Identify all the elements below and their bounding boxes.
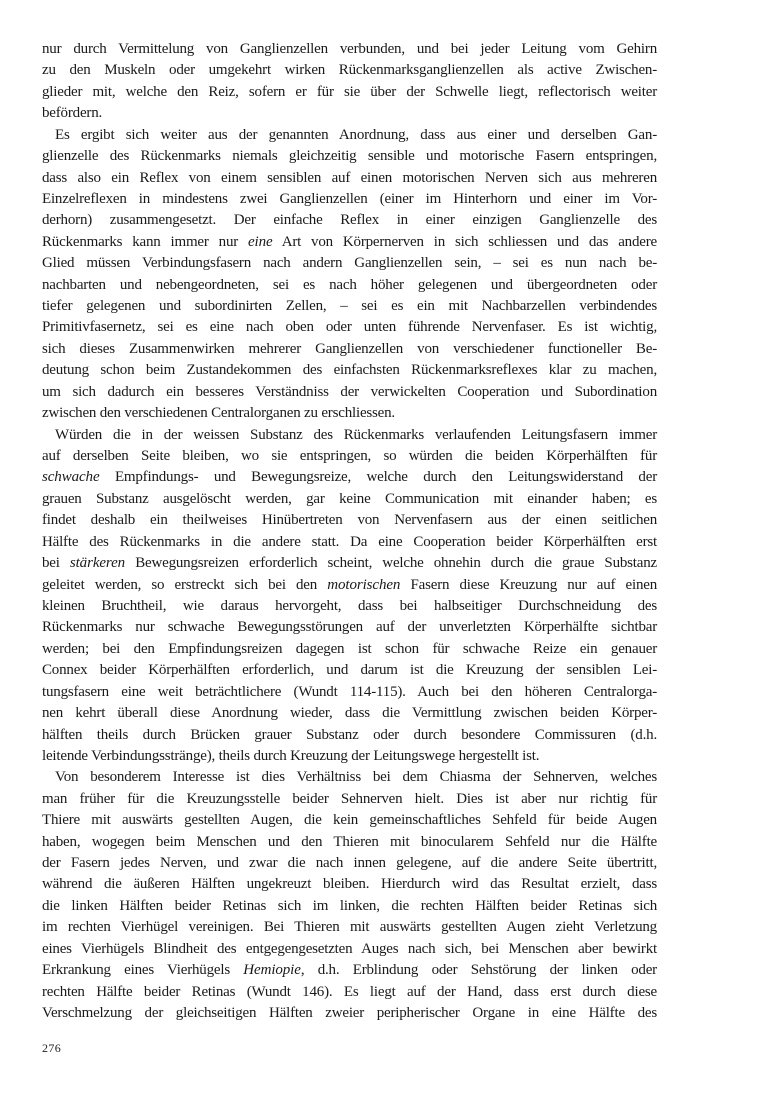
- italic-text-segment: stärkeren: [69, 555, 126, 572]
- italic-text-segment: eine: [247, 233, 273, 250]
- text-line: [42, 253, 657, 274]
- text-line: [42, 853, 657, 874]
- text-segment: Rückenmarks nur schwache Bewegungsstörungen auf der unverletzten Körperhälfte sichtbar: [42, 619, 657, 636]
- text-line: [42, 639, 657, 660]
- text-segment: Verschmelzung der gleichseitigen Hälften zweier peripherischer Organe in eine Hälfte des: [42, 1004, 657, 1021]
- page-number: 276: [42, 1041, 62, 1055]
- text-segment: Hälfte des Rückenmarks in die andere statt. Da eine Cooperation beider Körperhälften erst: [42, 533, 657, 550]
- text-segment: im rechten Vierhügel vereinigen. Bei Thieren mit auswärts gestellten Augen zieht Verletzung: [42, 919, 657, 936]
- text-line: [42, 939, 657, 960]
- text-segment: die linken Hälften beider Retinas sich im linken, die rechten Hälften beider Retinas sich: [42, 897, 657, 914]
- text-segment: Empfindungs- und Bewegungsreize, welche durch den Leitungswiderstand der: [99, 469, 657, 486]
- text-line: [42, 382, 657, 403]
- text-segment: sich dieses Zusammenwirken mehrerer Ganglienzellen von verschiedener functioneller Be-: [42, 340, 657, 357]
- text-line: [42, 39, 657, 60]
- text-segment: werden; bei den Empfindungsreizen dagegen ist schon für schwache Reize ein genauer: [42, 640, 657, 657]
- text-line: [42, 682, 657, 703]
- page-body: [42, 39, 657, 1024]
- text-line: [42, 596, 657, 617]
- text-segment: dass also ein Reflex von einem sensiblen auf einen motorischen Nerven sich aus mehreren: [42, 169, 657, 186]
- text-line: [42, 360, 657, 381]
- text-segment: derhorn) zusammengesetzt. Der einfache Reflex in einer einzigen Ganglienzelle des: [42, 212, 657, 229]
- text-segment: Einzelreflexen in mindestens zwei Ganglienzellen (einer im Hinterhorn und einer im Vor-: [42, 190, 657, 207]
- italic-text-segment: Hemiopie: [243, 962, 301, 979]
- text-line: [42, 146, 657, 167]
- text-segment: Von besonderem Interesse ist dies Verhältniss bei dem Chiasma der Sehnerven, welches: [55, 769, 657, 786]
- text-segment: Primitivfasernetz, sei es eine nach oben oder unten führende Nervenfaser. Es ist wichtig,: [42, 319, 657, 336]
- text-line: [42, 725, 657, 746]
- text-line: [42, 703, 657, 724]
- text-segment: glienzelle des Rückenmarks niemals gleichzeitig sensible und motorische Fasern entspringen,: [42, 148, 657, 165]
- text-segment: haben, wogegen beim Menschen und den Thieren mit binocularem Sehfeld nur die Hälfte: [42, 833, 657, 850]
- text-line: [42, 189, 657, 210]
- text-line: [42, 425, 657, 446]
- text-segment: findet deshalb ein theilweises Hinübertreten von Nervenfasern aus der einen seitlichen: [42, 512, 657, 529]
- text-segment: nen kehrt überall diese Anordnung wieder, dass die Vermittlung zwischen beiden Körper-: [42, 705, 657, 722]
- text-line: [42, 317, 657, 338]
- text-segment: tungsfasern eine weit beträchtlichere (Wundt 114-115). Auch bei den höheren Centralorga-: [42, 683, 657, 700]
- text-segment: Connex beider Körperhälften erforderlich, und darum ist die Kreuzung der sensiblen Lei-: [42, 662, 657, 679]
- text-segment: kleinen Bruchtheil, wie daraus hervorgeht, dass bei halbseitiger Durchschneidung des: [42, 597, 657, 614]
- text-segment: zwischen den verschiedenen Centralorganen zu erschliessen.: [42, 405, 395, 422]
- text-line: [42, 917, 657, 938]
- text-segment: , d.h. Erblindung oder Sehstörung der linken oder: [300, 962, 657, 979]
- text-line: [42, 168, 657, 189]
- text-line: [42, 125, 657, 146]
- text-segment: Thiere mit auswärts gestellten Augen, die kein gemeinschaftliches Sehfeld für beide Augen: [42, 812, 657, 829]
- text-segment: um sich dadurch ein besseres Verständniss der verwickelten Cooperation und Subordination: [42, 383, 657, 400]
- text-segment: hälften theils durch Brücken grauer Substanz oder durch besondere Commissuren (d.h.: [42, 726, 657, 743]
- italic-text-segment: schwache: [42, 469, 100, 486]
- text-line: [42, 810, 657, 831]
- text-segment: geleitet werden, so erstreckt sich bei den: [42, 576, 328, 593]
- text-line: [42, 403, 657, 424]
- text-line: [42, 60, 657, 81]
- text-line: [42, 896, 657, 917]
- text-line: [42, 532, 657, 553]
- text-line: [42, 982, 657, 1003]
- text-segment: Rückenmarks kann immer nur: [42, 233, 248, 250]
- text-segment: während die äußeren Hälften ungekreuzt bleiben. Hierdurch wird das Resultat erzielt, dass: [42, 876, 657, 893]
- text-line: [42, 767, 657, 788]
- text-segment: Art von Körpernerven in sich schliessen und das andere: [272, 233, 657, 250]
- text-line: [42, 489, 657, 510]
- text-segment: rechten Hälfte beider Retinas (Wundt 146). Es liegt auf der Hand, dass erst durch diese: [42, 983, 657, 1000]
- text-segment: Würden die in der weissen Substanz des Rückenmarks verlaufenden Leitungsfasern immer: [55, 426, 657, 443]
- text-segment: Glied müssen Verbindungsfasern nach andern Ganglienzellen sein, – sei es nun nach be-: [42, 255, 657, 272]
- text-segment: grauen Substanz ausgelöscht werden, gar keine Communication mit einander haben; es: [42, 490, 657, 507]
- text-line: [42, 275, 657, 296]
- text-segment: tiefer gelegenen und subordinirten Zellen, – sei es ein mit Nachbarzellen verbindendes: [42, 298, 657, 315]
- text-line: [42, 960, 657, 981]
- text-segment: glieder mit, welche den Reiz, sofern er für sie über der Schwelle liegt, reflectorisch weiter: [42, 83, 657, 100]
- text-segment: auf derselben Seite bleiben, wo sie entspringen, so würden die beiden Körperhälften für: [42, 448, 657, 465]
- text-segment: zu den Muskeln oder umgekehrt wirken Rückenmarksganglienzellen als active Zwischen-: [42, 62, 657, 79]
- text-line: [42, 296, 657, 317]
- italic-text-segment: motorischen: [327, 576, 401, 593]
- text-segment: Es ergibt sich weiter aus der genannten Anordnung, dass aus einer und derselben Gan-: [55, 126, 657, 143]
- text-line: [42, 874, 657, 895]
- text-line: [42, 789, 657, 810]
- text-segment: man früher für die Kreuzungsstelle beider Sehnerven hielt. Dies ist aber nur richtig für: [42, 790, 657, 807]
- text-line: [42, 446, 657, 467]
- text-segment: bei: [42, 555, 70, 572]
- text-segment: nur durch Vermittelung von Ganglienzellen verbunden, und bei jeder Leitung vom Gehirn: [42, 41, 657, 57]
- text-line: [42, 467, 657, 488]
- text-line: [42, 617, 657, 638]
- text-segment: der Fasern jedes Nerven, und zwar die nach innen gelegene, auf die andere Seite übertritt,: [42, 855, 657, 872]
- text-segment: leitende Verbindungsstränge), theils durch Kreuzung der Leitungswege hergestellt ist.: [42, 747, 540, 764]
- text-segment: befördern.: [42, 105, 103, 122]
- text-segment: Bewegungsreizen erforderlich scheint, welche ohnehin durch die graue Substanz: [125, 555, 657, 572]
- text-segment: Fasern diese Kreuzung nur auf einen: [400, 576, 657, 593]
- text-segment: eines Vierhügels Blindheit des entgegengesetzten Auges nach sich, bei Menschen aber bewirkt: [42, 940, 657, 957]
- text-line: [42, 660, 657, 681]
- text-segment: nachbarten und nebengeordneten, sei es nach höher gelegenen und übergeordneten oder: [42, 276, 657, 293]
- text-segment: deutung schon beim Zustandekommen des einfachsten Rückenmarksreflexes klar zu machen,: [42, 362, 657, 379]
- text-line: [42, 746, 657, 767]
- text-line: [42, 210, 657, 231]
- text-line: [42, 103, 657, 124]
- text-line: [42, 553, 657, 574]
- text-line: [42, 82, 657, 103]
- text-line: [42, 232, 657, 253]
- text-line: [42, 1003, 657, 1024]
- text-line: [42, 339, 657, 360]
- text-line: [42, 575, 657, 596]
- text-line: [42, 510, 657, 531]
- text-line: [42, 832, 657, 853]
- text-segment: Erkrankung eines Vierhügels: [42, 962, 244, 979]
